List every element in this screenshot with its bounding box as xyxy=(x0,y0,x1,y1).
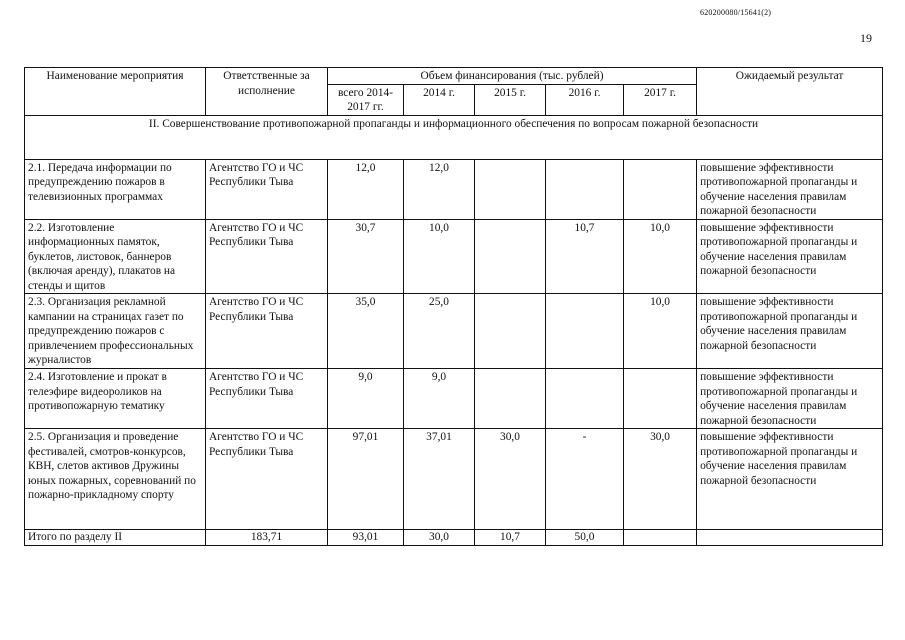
row-2016: 10,7 xyxy=(546,219,624,294)
row-name: 2.3. Организация рекламной кампании на страницах газет по предупреждению пожаров с привлечением профессиональных журналистов xyxy=(25,294,206,369)
row-total: 35,0 xyxy=(328,294,404,369)
row-2016 xyxy=(546,294,624,369)
row-2016 xyxy=(546,369,624,429)
header-name: Наименование мероприятия xyxy=(25,68,206,116)
row-2015 xyxy=(475,369,546,429)
table-row xyxy=(25,219,883,294)
row-responsible: Агентство ГО и ЧС Республики Тыва xyxy=(206,219,328,294)
header-financing: Объем финансирования (тыс. рублей) xyxy=(328,68,697,85)
table-row xyxy=(25,294,883,369)
row-2017 xyxy=(624,369,697,429)
total-value-6 xyxy=(624,530,697,546)
total-value-4: 10,7 xyxy=(475,530,546,546)
row-2016 xyxy=(546,159,624,219)
header-2014: 2014 г. xyxy=(404,84,475,115)
row-name: 2.1. Передача информации по предупреждению пожаров в телевизионных программах xyxy=(25,159,206,219)
row-2017: 10,0 xyxy=(624,219,697,294)
row-2016: - xyxy=(546,429,624,530)
row-responsible: Агентство ГО и ЧС Республики Тыва xyxy=(206,429,328,530)
table-row xyxy=(25,369,883,429)
header-2016: 2016 г. xyxy=(546,84,624,115)
row-2014: 37,01 xyxy=(404,429,475,530)
header-result: Ожидаемый результат xyxy=(697,68,883,116)
header-row-1 xyxy=(25,68,883,85)
total-result-empty xyxy=(697,530,883,546)
row-result: повышение эффективности противопожарной пропаганды и обучение населения правилам пожарной безопасности xyxy=(697,159,883,219)
financing-table xyxy=(24,67,883,546)
row-2015 xyxy=(475,159,546,219)
row-2015 xyxy=(475,219,546,294)
row-2014: 25,0 xyxy=(404,294,475,369)
row-responsible: Агентство ГО и ЧС Республики Тыва xyxy=(206,369,328,429)
total-value-5: 50,0 xyxy=(546,530,624,546)
row-2017 xyxy=(624,159,697,219)
row-2014: 10,0 xyxy=(404,219,475,294)
section-title: II. Совершенствование противопожарной пропаганды и информационного обеспечения по вопросам пожарной безопасности xyxy=(25,115,883,159)
total-value-3: 30,0 xyxy=(404,530,475,546)
total-label: Итого по разделу II xyxy=(25,530,206,546)
table-row xyxy=(25,429,883,530)
row-responsible: Агентство ГО и ЧС Республики Тыва xyxy=(206,159,328,219)
row-2017: 10,0 xyxy=(624,294,697,369)
total-value-1: 183,71 xyxy=(206,530,328,546)
row-2017: 30,0 xyxy=(624,429,697,530)
total-row xyxy=(25,530,883,546)
row-name: 2.2. Изготовление информационных памяток, буклетов, листовок, баннеров (включая аренду), плакатов на стенды и щитов xyxy=(25,219,206,294)
row-total: 97,01 xyxy=(328,429,404,530)
total-value-2: 93,01 xyxy=(328,530,404,546)
header-responsible: Ответственные за исполнение xyxy=(206,68,328,116)
row-name: 2.4. Изготовление и прокат в телеэфире видеороликов на противопожарную тематику xyxy=(25,369,206,429)
row-total: 30,7 xyxy=(328,219,404,294)
table-row xyxy=(25,159,883,219)
section-row xyxy=(25,115,883,159)
row-total: 12,0 xyxy=(328,159,404,219)
row-result: повышение эффективности противопожарной пропаганды и обучение населения правилам пожарной безопасности xyxy=(697,429,883,530)
row-result: повышение эффективности противопожарной пропаганды и обучение населения правилам пожарной безопасности xyxy=(697,294,883,369)
header-total: всего 2014-2017 гг. xyxy=(328,84,404,115)
row-name: 2.5. Организация и проведение фестивалей, смотров-конкурсов, КВН, слетов активов Дружины юных пожарных, соревнований по пожарно-прикладному спорту xyxy=(25,429,206,530)
row-2014: 12,0 xyxy=(404,159,475,219)
row-2015: 30,0 xyxy=(475,429,546,530)
row-responsible: Агентство ГО и ЧС Республики Тыва xyxy=(206,294,328,369)
row-result: повышение эффективности противопожарной пропаганды и обучение населения правилам пожарной безопасности xyxy=(697,369,883,429)
document-code: 620200080/15641(2) xyxy=(700,8,772,17)
row-2015 xyxy=(475,294,546,369)
row-result: повышение эффективности противопожарной пропаганды и обучение населения правилам пожарной безопасности xyxy=(697,219,883,294)
row-total: 9,0 xyxy=(328,369,404,429)
row-2014: 9,0 xyxy=(404,369,475,429)
header-2015: 2015 г. xyxy=(475,84,546,115)
page-number: 19 xyxy=(860,31,872,45)
header-2017: 2017 г. xyxy=(624,84,697,115)
